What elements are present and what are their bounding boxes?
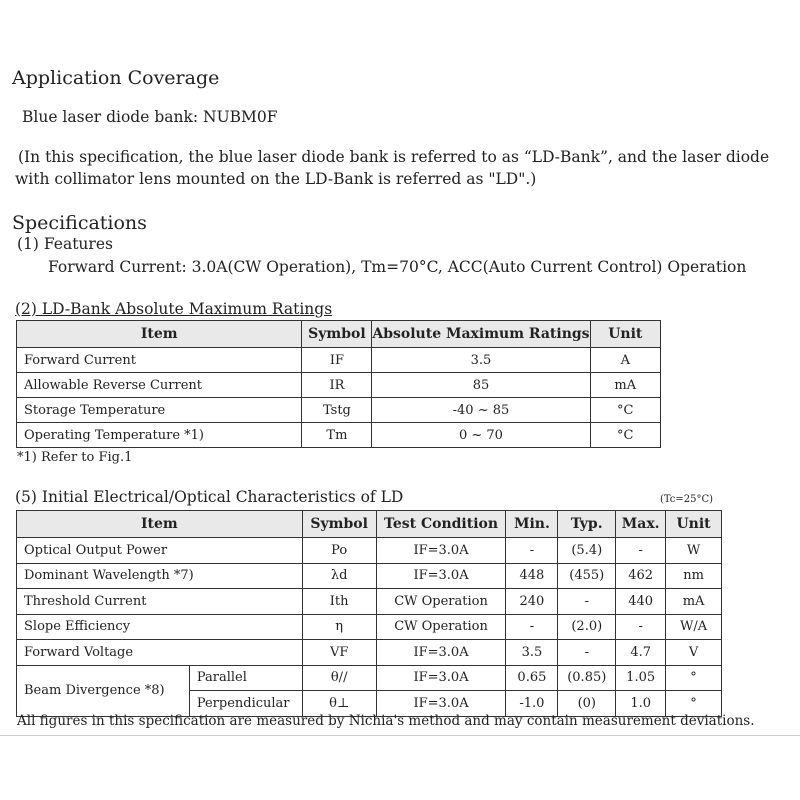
table-row (17, 665, 722, 691)
cell-unit: ° (666, 665, 722, 691)
cell-min: 3.5 (506, 640, 558, 666)
cell-item: Optical Output Power (17, 538, 303, 564)
cell-symbol: θ// (302, 665, 376, 691)
cell-unit: °C (590, 398, 660, 423)
cell-typ: (5.4) (558, 538, 616, 564)
table-header-row (17, 321, 661, 348)
cell-typ: (0) (558, 691, 616, 717)
header-symbol: Symbol (302, 321, 372, 348)
cell-min: 448 (506, 563, 558, 589)
cell-min: 0.65 (506, 665, 558, 691)
header-unit: Unit (590, 321, 660, 348)
cell-typ: - (558, 640, 616, 666)
cell-condition: IF=3.0A (376, 665, 506, 691)
cell-item: Slope Efficiency (17, 614, 303, 640)
cell-max: 440 (616, 589, 666, 615)
cell-max: 1.05 (616, 665, 666, 691)
cell-value: 85 (372, 373, 590, 398)
cell-max: 462 (616, 563, 666, 589)
table-row (17, 398, 661, 423)
header-min: Min. (506, 511, 558, 538)
cell-condition: IF=3.0A (376, 640, 506, 666)
table-row (17, 373, 661, 398)
absolute-max-ratings-table (16, 320, 661, 448)
ratings-footnote: *1) Refer to Fig.1 (17, 450, 133, 465)
cell-symbol: θ⊥ (302, 691, 376, 717)
cell-subitem: Parallel (189, 665, 302, 691)
cell-typ: (2.0) (558, 614, 616, 640)
cell-item: Operating Temperature *1) (17, 423, 302, 448)
cell-item: Forward Voltage (17, 640, 303, 666)
cell-symbol: IR (302, 373, 372, 398)
header-item: Item (17, 321, 302, 348)
cell-condition: CW Operation (376, 614, 506, 640)
cell-min: - (506, 538, 558, 564)
cell-unit: mA (590, 373, 660, 398)
cell-symbol: Ith (302, 589, 376, 615)
cell-unit: ° (666, 691, 722, 717)
cell-condition: CW Operation (376, 589, 506, 615)
cell-subitem: Perpendicular (189, 691, 302, 717)
cell-item: Forward Current (17, 348, 302, 373)
cell-typ: - (558, 589, 616, 615)
table-row (17, 614, 722, 640)
section-title-specifications: Specifications (12, 212, 147, 234)
cell-item: Dominant Wavelength *7) (17, 563, 303, 589)
cell-value: -40 ~ 85 (372, 398, 590, 423)
cell-item: Threshold Current (17, 589, 303, 615)
cell-value: 3.5 (372, 348, 590, 373)
header-symbol: Symbol (302, 511, 376, 538)
cell-condition: IF=3.0A (376, 538, 506, 564)
table-header-row (17, 511, 722, 538)
header-test-condition: Test Condition (376, 511, 506, 538)
cell-unit: mA (666, 589, 722, 615)
cell-item: Storage Temperature (17, 398, 302, 423)
table-row (17, 348, 661, 373)
table-row (17, 563, 722, 589)
features-title: (1) Features (17, 235, 113, 253)
cell-symbol: η (302, 614, 376, 640)
cell-symbol: Tm (302, 423, 372, 448)
cell-unit: °C (590, 423, 660, 448)
note-line-1: (In this specification, the blue laser diode bank is referred to as “LD-Bank”, and the laser diode (18, 148, 770, 166)
cell-max: 4.7 (616, 640, 666, 666)
cell-max: 1.0 (616, 691, 666, 717)
cell-condition: IF=3.0A (376, 563, 506, 589)
cell-beam-divergence: Beam Divergence *8) (17, 665, 190, 716)
cell-unit: A (590, 348, 660, 373)
cell-condition: IF=3.0A (376, 691, 506, 717)
cell-item: Allowable Reverse Current (17, 373, 302, 398)
cell-min: 240 (506, 589, 558, 615)
table-row (17, 589, 722, 615)
cell-typ: (455) (558, 563, 616, 589)
header-item: Item (17, 511, 303, 538)
section-title-application-coverage: Application Coverage (12, 67, 220, 89)
table-row (17, 423, 661, 448)
cell-symbol: Po (302, 538, 376, 564)
page-divider (0, 735, 800, 736)
cell-unit: W (666, 538, 722, 564)
cell-unit: W/A (666, 614, 722, 640)
cell-max: - (616, 538, 666, 564)
cell-symbol: Tstg (302, 398, 372, 423)
ratings-title: (2) LD-Bank Absolute Maximum Ratings (15, 300, 333, 318)
header-typ: Typ. (558, 511, 616, 538)
cell-symbol: VF (302, 640, 376, 666)
cell-symbol: λd (302, 563, 376, 589)
header-unit: Unit (666, 511, 722, 538)
table-row (17, 640, 722, 666)
cell-unit: V (666, 640, 722, 666)
cell-value: 0 ~ 70 (372, 423, 590, 448)
product-line: Blue laser diode bank: NUBM0F (22, 108, 278, 126)
cell-typ: (0.85) (558, 665, 616, 691)
electrical-optical-table (16, 510, 722, 717)
chars-title: (5) Initial Electrical/Optical Characteristics of LD (15, 488, 404, 506)
table-row (17, 538, 722, 564)
header-max: Max. (616, 511, 666, 538)
cell-min: - (506, 614, 558, 640)
test-condition-note: (Tc=25°C) (660, 494, 714, 505)
bottom-note: All figures in this specification are measured by Nichia's method and may contain measurement deviations. (17, 713, 755, 729)
features-text: Forward Current: 3.0A(CW Operation), Tm=70°C, ACC(Auto Current Control) Operation (48, 258, 747, 276)
cell-unit: nm (666, 563, 722, 589)
cell-symbol: IF (302, 348, 372, 373)
note-line-2: with collimator lens mounted on the LD-Bank is referred as "LD".) (15, 170, 537, 188)
header-ratings: Absolute Maximum Ratings (372, 321, 590, 348)
cell-max: - (616, 614, 666, 640)
cell-min: -1.0 (506, 691, 558, 717)
